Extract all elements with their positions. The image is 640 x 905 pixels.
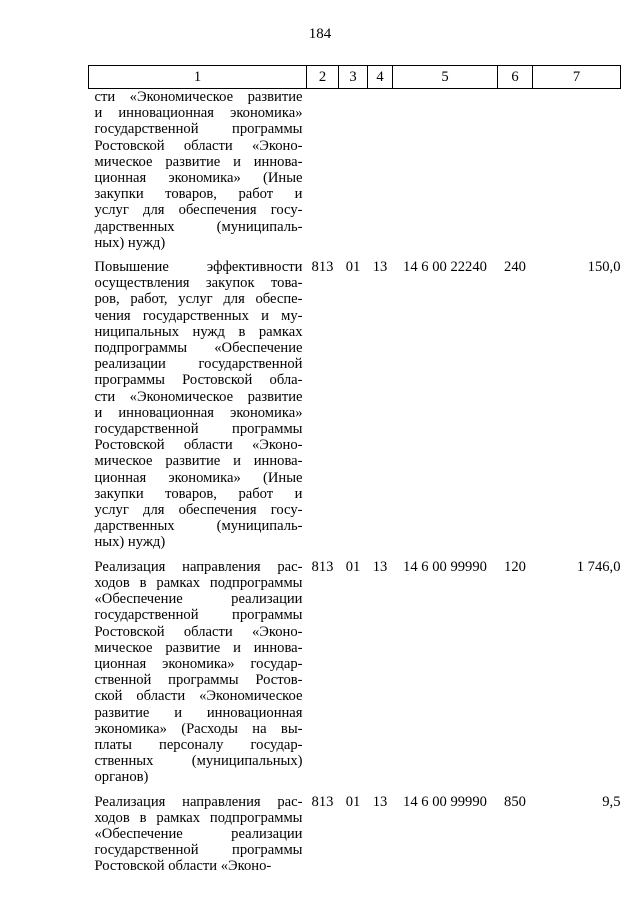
subsection-cell (368, 89, 393, 252)
description-line: ных) нужд) (94, 534, 166, 551)
target-article-cell: 14 6 00 99990 (403, 558, 487, 575)
description-line: сти «Экономическое развитие (94, 388, 303, 405)
section-cell (339, 89, 368, 252)
description-line: программы Ростовской обла- (94, 372, 303, 389)
grbs-cell (307, 89, 339, 252)
table-row (89, 89, 621, 252)
description-line: подпрограммы «Обеспечение (94, 340, 303, 357)
col-header-4: 4 (368, 66, 393, 89)
description-line: ных) нужд) (94, 234, 166, 251)
page-number: 184 (308, 26, 332, 42)
description-line: Ростовской области «Эконо- (94, 437, 303, 454)
col-header-6: 6 (498, 66, 533, 89)
section-cell: 01 (345, 793, 361, 810)
amount-cell: 9,5 (602, 793, 621, 810)
col-header-2: 2 (307, 66, 339, 89)
grbs-cell: 813 (311, 558, 334, 575)
grbs-cell: 813 (311, 793, 334, 810)
description-line: закупки товаров, работ и (94, 485, 303, 502)
expense-description (89, 794, 307, 875)
subsection-cell: 13 (372, 558, 388, 575)
section-cell: 01 (345, 259, 361, 276)
description-line: мическое развитие и иннова- (94, 639, 303, 656)
table-row (89, 794, 621, 875)
expense-description (89, 259, 307, 551)
description-line: развитие и инновационная (94, 704, 303, 721)
description-line: закупки товаров, работ и (94, 186, 303, 203)
description-line: ниципальных нужд в рамках (94, 323, 303, 340)
expense-type-cell: 240 (504, 259, 526, 276)
table-row (89, 559, 621, 786)
description-line: государственной программы (94, 842, 303, 859)
description-line: мическое развитие и иннова- (94, 153, 303, 170)
description-line: дарственных (муниципаль- (94, 218, 303, 235)
amount-cell (533, 89, 621, 252)
description-line: Реализация направления рас- (94, 793, 303, 810)
row-spacer (89, 551, 621, 559)
description-line: ской области «Экономическое (94, 688, 303, 705)
description-line: ционная экономика» (Иные (94, 469, 303, 486)
row-spacer (89, 251, 621, 259)
description-line: платы персоналу государ- (94, 736, 303, 753)
description-line: Ростовской области «Эконо- (94, 137, 303, 154)
target-article-cell: 14 6 00 99990 (403, 793, 487, 810)
amount-cell: 150,0 (587, 259, 621, 276)
section-cell: 01 (345, 558, 361, 575)
description-line: ственных (муниципальных) (94, 753, 303, 770)
subsection-cell: 13 (372, 793, 388, 810)
description-line: мическое развитие и иннова- (94, 453, 303, 470)
description-line: и инновационная экономика» (94, 105, 303, 122)
description-line: ционная экономика» государ- (94, 655, 303, 672)
description-line: реализации государственной (94, 356, 303, 373)
description-line: услуг для обеспечения госу- (94, 202, 303, 219)
table-row (89, 259, 621, 551)
expense-type-cell: 850 (504, 793, 526, 810)
table-header-row (89, 66, 621, 89)
expense-type-cell: 120 (504, 558, 526, 575)
description-line: ходов в рамках подпрограммы (94, 809, 303, 826)
col-header-7: 7 (533, 66, 621, 89)
description-line: ственной программы Ростов- (94, 672, 303, 689)
description-line: дарственных (муниципаль- (94, 518, 303, 535)
description-line: государственной программы (94, 607, 303, 624)
description-line: и инновационная экономика» (94, 404, 303, 421)
row-spacer-cell (89, 551, 621, 559)
col-header-3: 3 (339, 66, 368, 89)
target-article-cell (393, 89, 498, 252)
description-line: ходов в рамках подпрограммы (94, 574, 303, 591)
description-line: ционная экономика» (Иные (94, 170, 303, 187)
row-spacer-cell (89, 251, 621, 259)
row-spacer-cell (89, 786, 621, 794)
description-line: чения государственных и му- (94, 307, 303, 324)
description-line: государственной программы (94, 121, 303, 138)
description-line: экономика» (Расходы на вы- (94, 720, 303, 737)
description-line: «Обеспечение реализации (94, 591, 303, 608)
col-header-1: 1 (89, 66, 307, 89)
description-line: органов) (94, 769, 149, 786)
description-line: Ростовской области «Эконо- (94, 858, 272, 875)
row-spacer (89, 786, 621, 794)
expense-description (89, 89, 307, 252)
description-line: сти «Экономическое развитие (94, 89, 303, 105)
description-line: Реализация направления рас- (94, 558, 303, 575)
description-line: услуг для обеспечения госу- (94, 502, 303, 519)
col-header-5: 5 (393, 66, 498, 89)
grbs-cell: 813 (311, 259, 334, 276)
budget-table (88, 65, 621, 875)
description-line: Повышение эффективности (94, 259, 303, 276)
expense-description (89, 559, 307, 786)
description-line: ров, работ, услуг для обеспе- (94, 291, 303, 308)
description-line: Ростовской области «Эконо- (94, 623, 303, 640)
description-line: государственной программы (94, 421, 303, 438)
target-article-cell: 14 6 00 22240 (403, 259, 487, 276)
description-line: осуществления закупок това- (94, 275, 303, 292)
amount-cell: 1 746,0 (576, 558, 621, 575)
subsection-cell: 13 (372, 259, 388, 276)
expense-type-cell (498, 89, 533, 252)
description-line: «Обеспечение реализации (94, 825, 303, 842)
